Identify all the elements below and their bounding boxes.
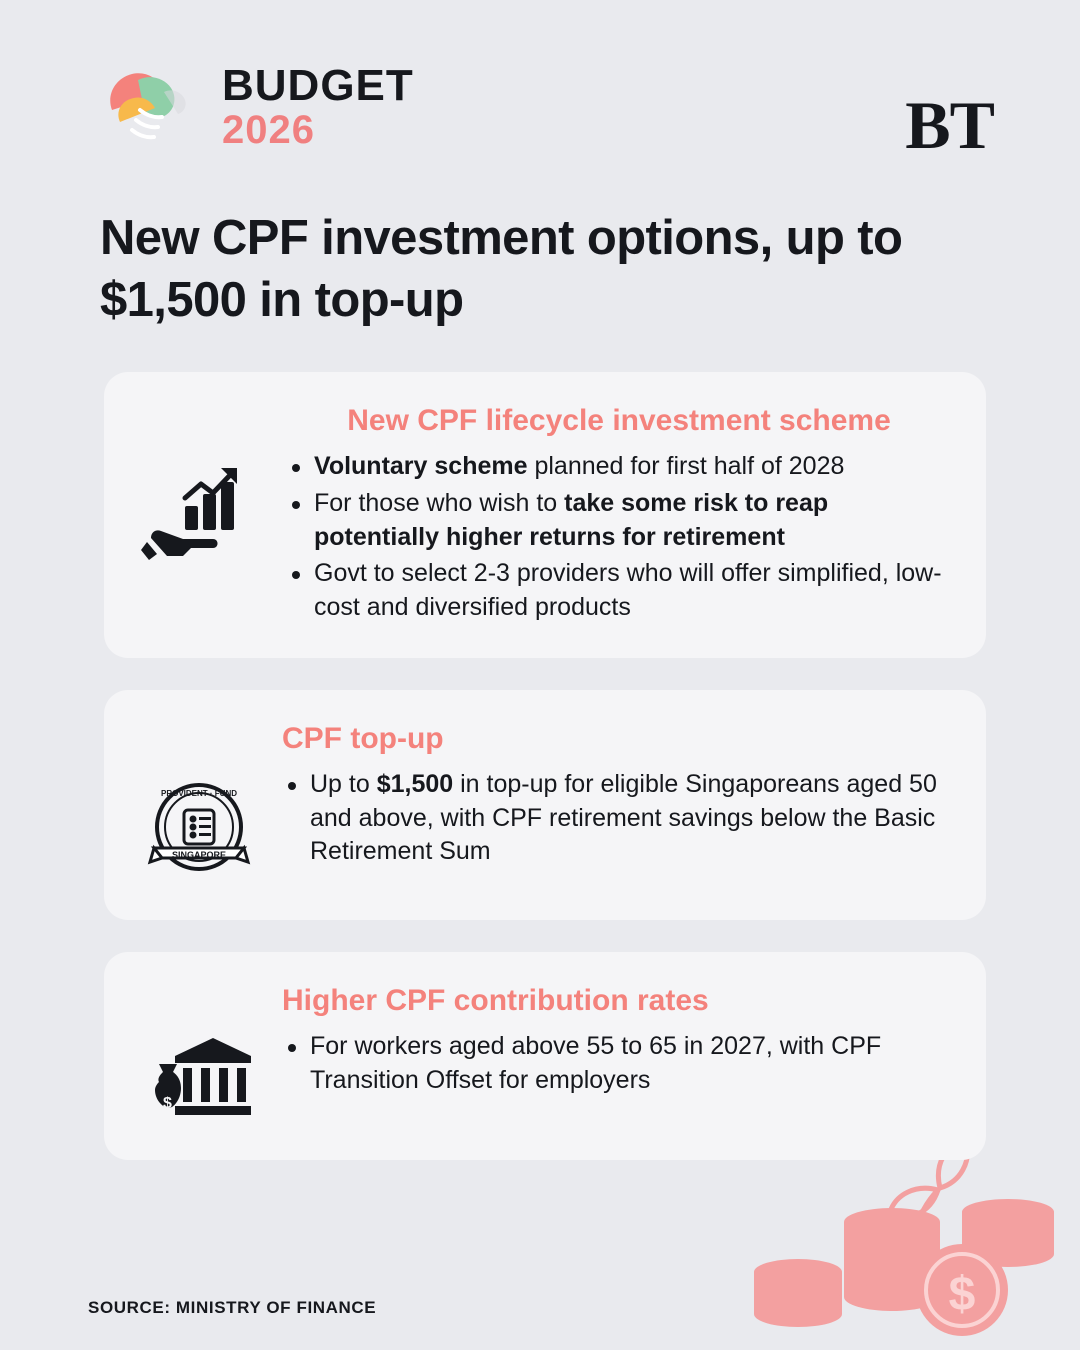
publisher-logo: BT (905, 87, 994, 163)
source-note: SOURCE: MINISTRY OF FINANCE (88, 1298, 377, 1317)
card-cpf-top-up (104, 690, 986, 920)
list-item: Govt to select 2-3 providers who will offer simplified, low-cost and diversified products (286, 557, 952, 625)
card-list (104, 372, 986, 1192)
card-bullets (282, 1030, 952, 1098)
card-title: New CPF lifecycle investment scheme (347, 404, 891, 437)
logo-year-text: 2026 (222, 108, 315, 152)
card-higher-contribution-rates (104, 952, 986, 1160)
budget-logo (104, 61, 414, 152)
list-item: Up to $1,500 in top-up for eligible Singaporeans aged 50 and above, with CPF retirement savings below the Basic Retirement Sum (282, 768, 952, 869)
list-item: Voluntary scheme planned for first half of 2028 (286, 450, 952, 484)
handshake-icon (104, 64, 208, 150)
card-lifecycle-investment-scheme (104, 372, 986, 658)
card-title: Higher CPF contribution rates (282, 983, 709, 1017)
card-bullets (282, 768, 952, 869)
page-title: New CPF investment options, up to $1,500 in top-up (100, 211, 903, 327)
card-bullets (286, 450, 952, 625)
svg-text:PROVIDENT · FUND: PROVIDENT · FUND (161, 788, 237, 798)
list-item: For those who wish to take some risk to reap potentially higher returns for retirement (286, 487, 952, 555)
svg-text:$: $ (163, 1094, 172, 1112)
hand-holding-growth-chart-icon (134, 402, 264, 628)
list-item: For workers aged above 55 to 65 in 2027, with CPF Transition Offset for employers (282, 1030, 952, 1098)
bank-moneybag-icon (134, 982, 264, 1130)
cpf-board-seal-icon (134, 720, 264, 890)
svg-text:$: $ (948, 1268, 976, 1321)
logo-budget-text: BUDGET (222, 61, 414, 110)
svg-text:SINGAPORE: SINGAPORE (171, 849, 227, 860)
card-title: CPF top-up (282, 721, 444, 755)
header (104, 61, 994, 174)
